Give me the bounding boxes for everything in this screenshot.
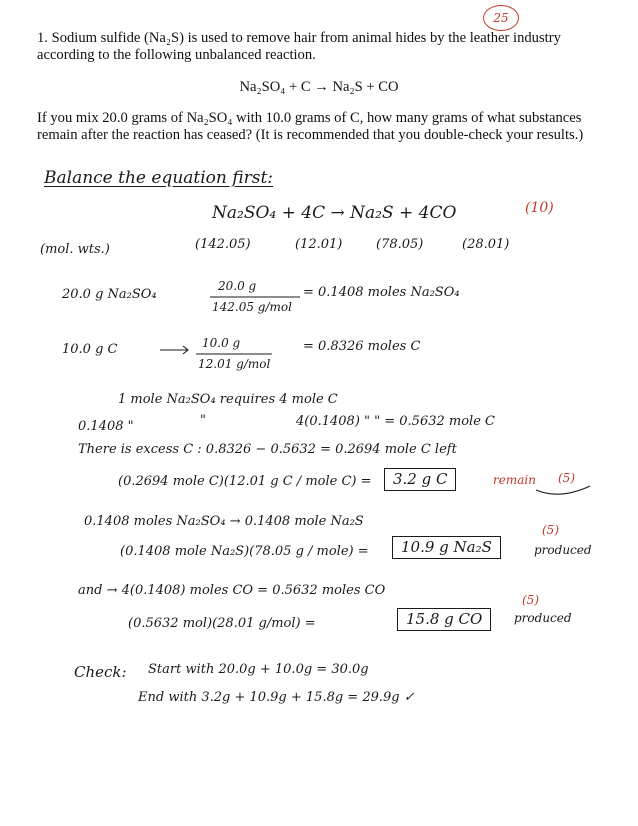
solution-heading: Balance the equation first: bbox=[44, 168, 274, 188]
answer-na2s-points: (5) bbox=[542, 523, 559, 537]
mw-co: (28.01) bbox=[462, 237, 510, 252]
ratio-line: 1 mole Na₂SO₄ requires 4 mole C bbox=[118, 392, 338, 407]
excess-calc: (0.2694 mole C)(12.01 g C / mole C) = bbox=[118, 474, 372, 489]
mw-na2s: (78.05) bbox=[376, 237, 424, 252]
na2s-line: 0.1408 moles Na₂SO₄ → 0.1408 mole Na₂S bbox=[84, 514, 364, 529]
unbalanced-equation: Na₂SO₄ + C → Na₂S + CO bbox=[239, 79, 399, 95]
calc1-denominator: 142.05 g/mol bbox=[212, 300, 292, 314]
answer-co-box: 15.8 g CO bbox=[397, 608, 491, 631]
mol-wts-label: (mol. wts.) bbox=[40, 242, 110, 257]
answer-carbon-note: remain bbox=[493, 473, 536, 487]
answer-co-note: produced bbox=[514, 611, 572, 625]
ditto-right: 4(0.1408) " " = 0.5632 mole C bbox=[296, 414, 495, 429]
calc2-numerator: 10.0 g bbox=[202, 336, 241, 350]
calc2-lhs: 10.0 g C bbox=[62, 342, 118, 357]
ditto-mid: " bbox=[200, 413, 206, 428]
ditto-left: 0.1408 " bbox=[78, 419, 134, 434]
calc2-denominator: 12.01 g/mol bbox=[198, 357, 271, 371]
arrow-calc2 bbox=[160, 346, 188, 354]
answer-carbon-points: (5) bbox=[558, 471, 575, 485]
answer-carbon-box: 3.2 g C bbox=[384, 468, 456, 491]
answer-na2s-box: 10.9 g Na₂S bbox=[392, 536, 501, 559]
excess-line: There is excess C : 0.8326 − 0.5632 = 0.2694 mole C left bbox=[78, 442, 457, 457]
co-line: and → 4(0.1408) moles CO = 0.5632 moles CO bbox=[78, 583, 386, 598]
calc1-lhs: 20.0 g Na₂SO₄ bbox=[62, 287, 157, 302]
calc2-result: = 0.8326 moles C bbox=[303, 339, 421, 354]
balanced-points: (10) bbox=[525, 200, 554, 216]
remain-underline bbox=[536, 486, 590, 494]
na2s-calc: (0.1408 mole Na₂S)(78.05 g / mole) = bbox=[120, 544, 369, 559]
check-label: Check: bbox=[74, 663, 127, 681]
calc1-numerator: 20.0 g bbox=[218, 279, 257, 293]
calc1-result: = 0.1408 moles Na₂SO₄ bbox=[303, 285, 460, 300]
mw-na2so4: (142.05) bbox=[195, 237, 251, 252]
balanced-equation: Na₂SO₄ + 4C → Na₂S + 4CO bbox=[212, 203, 457, 223]
answer-na2s-note: produced bbox=[534, 543, 592, 557]
problem-question: If you mix 20.0 grams of Na₂SO₄ with 10.0 grams of C, how many grams of what substances remain after the reaction has ceased? (It is recommended that you double-check your results.) bbox=[37, 110, 584, 143]
problem-text: 1. Sodium sulfide (Na₂S) is used to remove hair from animal hides by the leather industry according to the following unbalanced reaction. bbox=[37, 30, 561, 63]
score-circle bbox=[483, 5, 519, 31]
check-end: End with 3.2g + 10.9g + 15.8g = 29.9g ✓ bbox=[138, 690, 415, 705]
mw-c: (12.01) bbox=[295, 237, 343, 252]
score-value: 25 bbox=[493, 11, 509, 25]
answer-co-points: (5) bbox=[522, 593, 539, 607]
check-start: Start with 20.0g + 10.0g = 30.0g bbox=[148, 662, 369, 677]
co-calc: (0.5632 mol)(28.01 g/mol) = bbox=[128, 616, 316, 631]
